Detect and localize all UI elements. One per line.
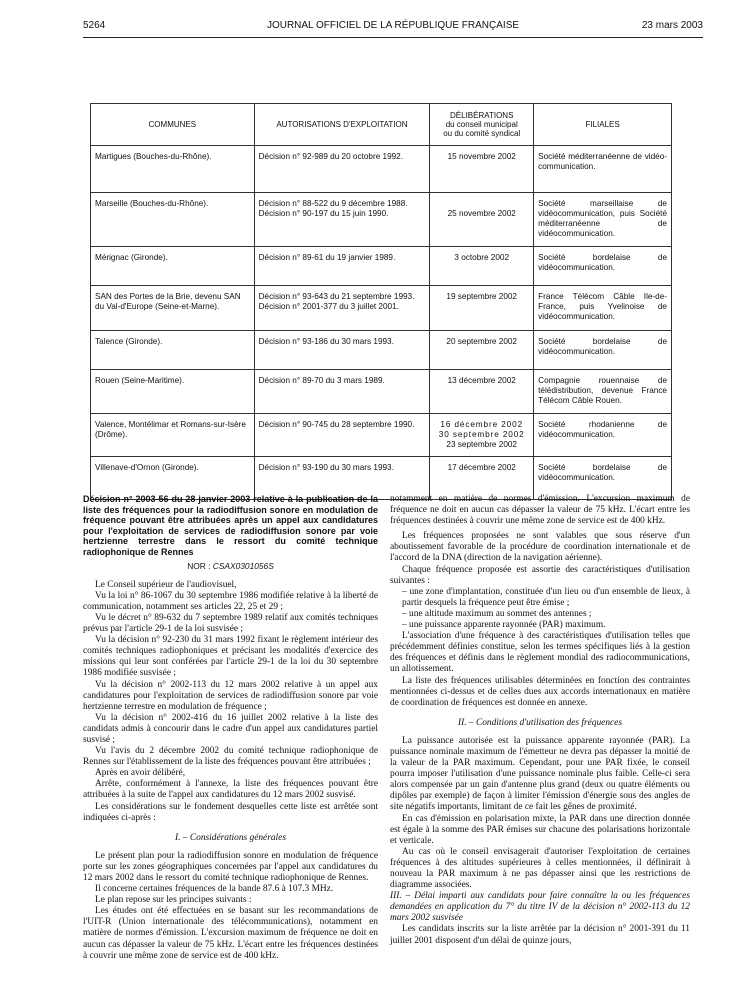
body-paragraph: Les études ont été effectuées en se basant sur les recommandations de l'UIT-R (Union internationale des télécommunications), notamment en matière de normes d'émission. L'excursion maximum de fréquence ne doit en aucun cas dépasser la valeur de 75 kHz. L'écart entre les fréquences destinées à couvrir une même zone de service est de 400 kHz.	[83, 906, 378, 961]
body-paragraph-continued: notamment en matière de normes d'émission. L'excursion maximum de fréquence ne doit en aucun cas dépasser la valeur de 75 kHz. L'écart entre les fréquences destinées à couvrir une même zone de service est de 400 kHz.	[390, 494, 690, 527]
cell-autorisation: Décision n° 88-522 du 9 décembre 1988. Décision n° 90-197 du 15 juin 1990.	[254, 193, 430, 247]
table-row	[91, 146, 672, 193]
cell-deliberation: 13 décembre 2002	[430, 370, 534, 414]
body-paragraph: La puissance autorisée est la puissance apparente rayonnée (PAR). La puissance nominale maximum de l'émetteur ne devra pas dépasser la moitié de la valeur de la PAR maximum. Cependant, pour une PAR fixée, le conseil pourra imposer l'utilisation d'une puissance nominale plus faible. Celle-ci sera alors compensée par un gain d'antenne plus grand (deux ou quatre éléments ou dipôles par exemple) de façon à limiter l'émission d'énergie sous des angles de site négatifs importants, limitant de ce fait les gênes de proximité.	[390, 735, 690, 813]
table-row	[91, 414, 672, 457]
cell-deliberation: 15 novembre 2002	[430, 146, 534, 193]
body-paragraph: Le présent plan pour la radiodiffusion sonore en modulation de fréquence porte sur les zones géographiques concernées par l'appel aux candidatures du 12 mars 2002 dans le ressort du comité technique radiophonique de Rennes.	[83, 850, 378, 883]
cell-deliberation: 3 octobre 2002	[430, 247, 534, 286]
body-paragraph: Il concerne certaines fréquences de la bande 87.6 à 107.3 MHz.	[95, 884, 334, 895]
right-column	[390, 494, 690, 947]
body-paragraph: Le plan repose sur les principes suivants :	[95, 895, 252, 906]
intro-paragraph: Arrête, conformément à l'annexe, la liste des fréquences pouvant être attribuées à la suite de l'appel aux candidatures du 12 mars 2002 susvisé.	[83, 779, 378, 801]
intro-paragraph: Vu le décret n° 89-632 du 7 septembre 1989 relatif aux comités techniques prévus par l'article 29-1 de la loi susvisée ;	[83, 612, 378, 635]
intro-paragraph: Vu la décision n° 92-230 du 31 mars 1992 fixant le règlement intérieur des comités techniques radiophoniques et précisant les modalités d'exercice des missions qui leur sont conférées par l'article 29-1 de la loi du 30 septembre 1986 modifiée susvisée ;	[83, 635, 378, 679]
cell-commune: Mérignac (Gironde).	[91, 247, 255, 286]
cell-commune: Villenave-d'Ornon (Gironde).	[91, 457, 255, 500]
cell-filiale: Société marseillaise de vidéocommunication, puis Société méditerranéenne de vidéocommunication.	[534, 193, 672, 247]
cell-filiale: Société méditerranéenne de vidéo-communication.	[534, 146, 672, 193]
intro-paragraph: Les considérations sur le fondement desquelles cette liste est arrêtée sont indiquées ci-après :	[83, 801, 378, 823]
section-1-title: I. – Considérations générales	[175, 832, 286, 843]
intro-paragraph: Vu la décision n° 2002-416 du 16 juillet 2002 relative à la liste des candidats admis à concourir dans le cadre d'un appel aux candidatures partiel susvisé ;	[83, 712, 378, 745]
cell-filiale: France Télécom Câble Ile-de-France, puis Yvelinoise de vidéocommunication.	[534, 286, 672, 331]
table-row	[91, 331, 672, 370]
cell-deliberation: 19 septembre 2002	[430, 286, 534, 331]
cell-filiale: Société rhodanienne de vidéocommunication.	[534, 414, 672, 457]
body-paragraph: Au cas où le conseil envisagerait d'autoriser l'exploitation de certaines fréquences à des altitudes supérieures à celles mentionnées, il définirait à nouveau la PAR maximum à ne pas dépasser ainsi que les restrictions de diagramme associées.	[390, 846, 690, 891]
table-row	[91, 286, 672, 331]
header-rule	[83, 37, 703, 38]
intro-paragraph: Après en avoir délibéré,	[95, 768, 186, 779]
left-column	[83, 494, 378, 961]
body-paragraph: L'association d'une fréquence à des caractéristiques d'utilisation telles que précédemment définies constitue, selon les termes spécifiques liés à la gestion des fréquences et définis dans le règlement mondial des radiocommunications, un allotissement.	[390, 631, 690, 675]
cell-autorisation: Décision n° 93-190 du 30 mars 1993.	[254, 457, 430, 500]
body-paragraph: Chaque fréquence proposée est assortie des caractéristiques d'utilisation suivantes :	[390, 564, 690, 586]
table-row	[91, 370, 672, 414]
list-item: – une zone d'implantation, constituée d'un lieu ou d'un ensemble de lieux, à partir desquels la fréquence peut être émise ;	[402, 586, 690, 608]
body-paragraph: Les candidats inscrits sur la liste arrêtée par la décision n° 2001-391 du 11 juillet 2001 disposent d'un délai de quinze jours,	[390, 924, 690, 946]
intro-paragraph: Vu la loi n° 86-1067 du 30 septembre 1986 modifiée relative à la liberté de communication, notamment ses articles 22, 25 et 29 ;	[83, 590, 378, 612]
cell-filiale: Société bordelaise de vidéocommunication.	[534, 331, 672, 370]
intro-paragraph: Le Conseil supérieur de l'audiovisuel,	[95, 579, 237, 590]
table-header-row	[91, 104, 672, 146]
cell-commune: Talence (Gironde).	[91, 331, 255, 370]
page-header	[83, 20, 703, 34]
col-header-autorisations: AUTORISATIONS D'EXPLOITATION	[254, 104, 430, 146]
decision-title: Décision n° 2003-56 du 28 janvier 2003 relative à la publication de la liste des fréquences pour la radiodiffusion sonore en modulation de fréquence pouvant être attribuées après un appel aux candidatures pour l'exploitation de services de radiodiffusion sonore par voie hertzienne terrestre dans le ressort du comité technique radiophonique de Rennes	[83, 494, 378, 557]
cell-filiale: Compagnie rouennaise de télédistribution, devenue France Télécom Câble Rouen.	[534, 370, 672, 414]
criteria-list	[390, 587, 690, 631]
cell-deliberation: 20 septembre 2002	[430, 331, 534, 370]
cell-commune: Rouen (Seine-Maritime).	[91, 370, 255, 414]
table-row	[91, 193, 672, 247]
cell-commune: Valence, Montélimar et Romans-sur-Isère (Drôme).	[91, 414, 255, 457]
list-item: – une altitude maximum au sommet des antennes ;	[402, 608, 592, 619]
cell-deliberation: 17 décembre 2002	[430, 457, 534, 500]
table-row	[91, 247, 672, 286]
cell-deliberation: 16 décembre 2002 30 septembre 2002 23 septembre 2002	[430, 414, 534, 457]
col-header-filiales: FILIALES	[534, 104, 672, 146]
cell-commune: Martigues (Bouches-du-Rhône).	[91, 146, 255, 193]
body-paragraph: Les fréquences proposées ne sont valables que sous réserve d'un aboutissement favorable de la procédure de coordination internationale et de l'accord de la DNA (direction de la navigation aérienne).	[390, 531, 690, 564]
journal-title: JOURNAL OFFICIEL DE LA RÉPUBLIQUE FRANÇAISE	[266, 20, 520, 31]
page-number: 5264	[83, 20, 106, 31]
cell-commune: Marseille (Bouches-du-Rhône).	[91, 193, 255, 247]
cell-filiale: Société bordelaise de vidéocommunication.	[534, 247, 672, 286]
list-item: – une puissance apparente rayonnée (PAR) maximum.	[402, 620, 606, 631]
body-paragraph: La liste des fréquences utilisables déterminées en fonction des contraintes mentionnées ci-dessus et de celles dues aux accords internationaux en matière de coordination de fréquences est donnée en annexe.	[390, 675, 690, 708]
cell-commune: SAN des Portes de la Brie, devenu SAN du Val-d'Europe (Seine-et-Marne).	[91, 286, 255, 331]
cell-autorisation: Décision n° 92-989 du 20 octobre 1992.	[254, 146, 430, 193]
cell-autorisation: Décision n° 90-745 du 28 septembre 1990.	[254, 414, 430, 457]
cell-autorisation: Décision n° 89-70 du 3 mars 1989.	[254, 370, 430, 414]
intro-paragraph: Vu l'avis du 2 décembre 2002 du comité technique radiophonique de Rennes sur l'établissement de la liste des fréquences pouvant être attribuées ;	[83, 746, 378, 768]
nor-reference: NOR : CSAX0301056S	[187, 560, 274, 571]
body-paragraph: En cas d'émission en polarisation mixte, la PAR dans une direction donnée est égale à la somme des PAR émises sur chacune des polarisations horizontale et verticale.	[390, 813, 690, 846]
communes-table	[90, 103, 672, 500]
issue-date: 23 mars 2003	[641, 20, 703, 31]
cell-autorisation: Décision n° 89-61 du 19 janvier 1989.	[254, 247, 430, 286]
cell-autorisation: Décision n° 93-643 du 21 septembre 1993. Décision n° 2001-377 du 3 juillet 2001.	[254, 286, 430, 331]
intro-paragraph: Vu la décision n° 2002-113 du 12 mars 2002 relative à un appel aux candidatures pour l'exploitation de services de radiodiffusion sonore par voie hertzienne terrestre en modulation de fréquence ;	[83, 679, 378, 712]
cell-deliberation: 25 novembre 2002	[430, 193, 534, 247]
section-3-title: III. – Délai imparti aux candidats pour faire connaître la ou les fréquences demandées en application du 7° du titre IV de la décision n° 2002-113 du 12 mars 2002 susvisée	[390, 891, 690, 924]
col-header-communes: COMMUNES	[91, 104, 255, 146]
cell-autorisation: Décision n° 93-186 du 30 mars 1993.	[254, 331, 430, 370]
section-2-title: II. – Conditions d'utilisation des fréquences	[458, 717, 622, 728]
cell-filiale: Société bordelaise de vidéocommunication.	[534, 457, 672, 500]
col-header-deliberations: DÉLIBÉRATIONS du conseil municipal ou du comité syndical	[430, 104, 534, 146]
